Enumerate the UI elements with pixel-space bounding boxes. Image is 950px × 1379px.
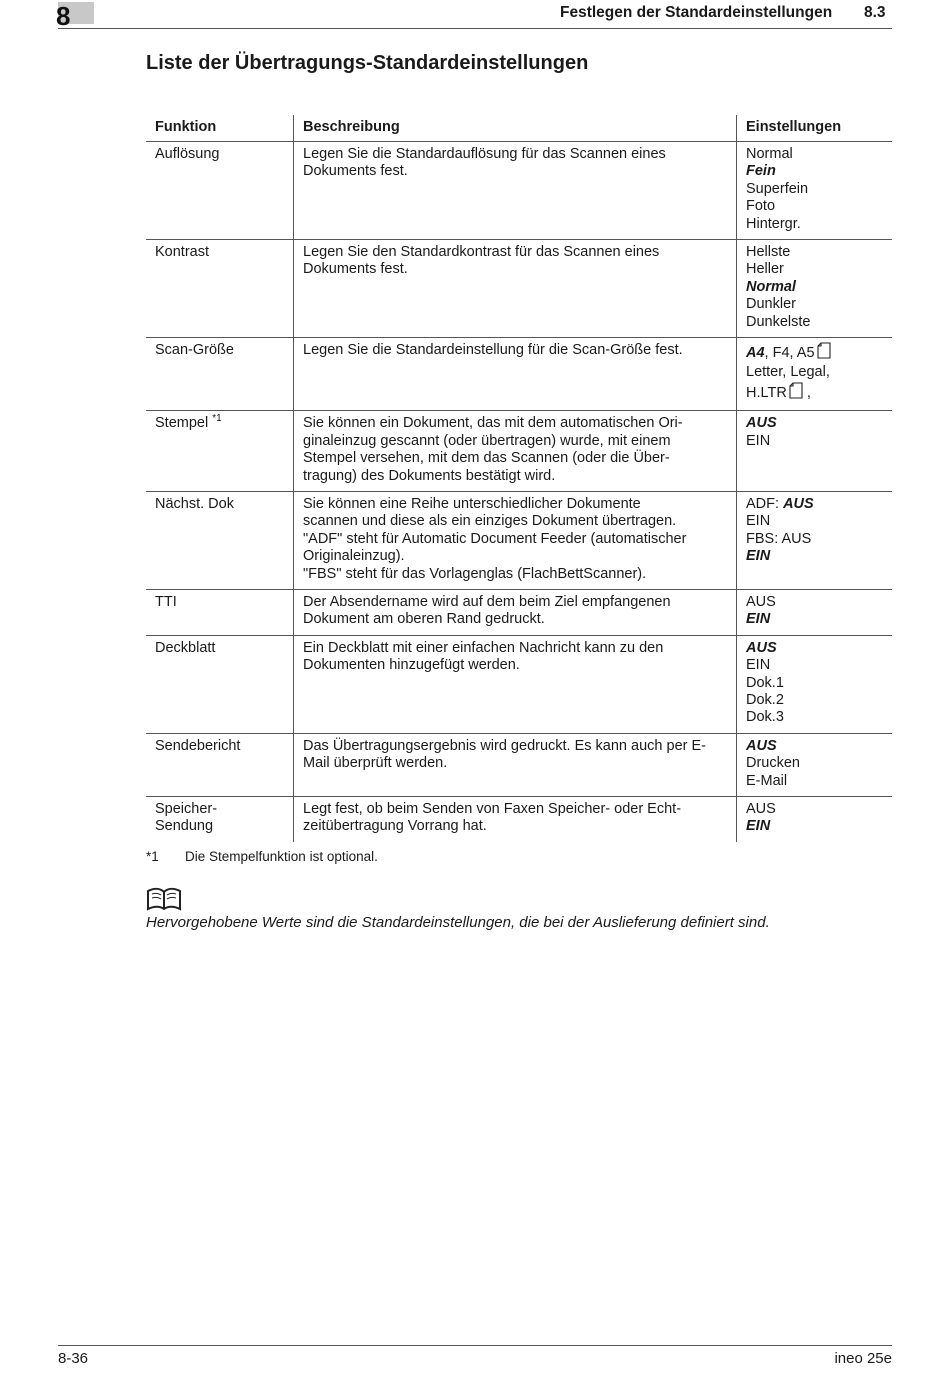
setting-separator: , bbox=[806, 384, 811, 401]
function-line: Speicher- bbox=[155, 801, 218, 817]
product-name: ineo 25e bbox=[834, 1350, 892, 1367]
setting-option-default: AUS bbox=[783, 495, 814, 512]
description-cell bbox=[294, 491, 737, 589]
settings-cell bbox=[737, 797, 893, 842]
settings-cell bbox=[737, 411, 893, 492]
function-cell: Deckblatt bbox=[146, 635, 294, 733]
setting-option: E-Mail bbox=[746, 772, 788, 789]
function-cell: Scan-Größe bbox=[146, 338, 294, 411]
function-cell bbox=[146, 797, 294, 842]
setting-option: Hellste bbox=[746, 244, 791, 261]
setting-option: H.LTR bbox=[746, 384, 787, 401]
table-row bbox=[146, 338, 892, 411]
table-row bbox=[146, 733, 892, 796]
page-number: 8-36 bbox=[58, 1350, 89, 1367]
table-header-row bbox=[146, 115, 892, 142]
table-row bbox=[146, 411, 892, 492]
footer-rule bbox=[58, 1345, 892, 1346]
description-cell: Legen Sie die Standardauflösung für das Scannen eines Dokuments fest. bbox=[294, 142, 737, 240]
header-section: 8.3 bbox=[864, 4, 886, 21]
table-row bbox=[146, 635, 892, 733]
description-line: Originaleinzug). bbox=[303, 548, 405, 565]
table-row bbox=[146, 142, 892, 240]
description-cell: Legen Sie den Standardkontrast für das Scannen eines Dokuments fest. bbox=[294, 240, 737, 338]
setting-option: Dunkelste bbox=[746, 313, 811, 330]
setting-option: Foto bbox=[746, 198, 776, 215]
setting-label: ADF: bbox=[746, 495, 784, 512]
column-header-description: Beschreibung bbox=[294, 115, 737, 142]
table-row bbox=[146, 797, 892, 842]
function-line: Sendung bbox=[155, 818, 214, 835]
description-cell: Legen Sie die Standardeinstellung für die Scan-Größe fest. bbox=[294, 338, 737, 411]
footnote-ref: *1 bbox=[212, 413, 222, 425]
setting-option-default: EIN bbox=[746, 548, 771, 565]
setting-option-default: EIN bbox=[746, 611, 771, 628]
description-line: Stempel versehen, mit dem das Scannen (oder die Über- bbox=[303, 450, 670, 467]
settings-cell bbox=[737, 733, 893, 796]
setting-option: AUS bbox=[746, 593, 776, 610]
description-line: "ADF" steht für Automatic Document Feeder (automatischer bbox=[303, 530, 687, 547]
setting-option-default: AUS bbox=[746, 737, 777, 754]
description-line: Legt fest, ob beim Senden von Faxen Speicher- oder Echt- bbox=[303, 801, 682, 817]
description-line: ginaleinzug gescannt (oder übertragen) wurde, mit einem bbox=[303, 432, 671, 449]
setting-option: Heller bbox=[746, 261, 784, 278]
setting-option: EIN bbox=[746, 432, 771, 449]
setting-option: FBS: AUS bbox=[746, 530, 812, 547]
description-line: zeitübertragung Vorrang hat. bbox=[303, 818, 487, 835]
description-line: scannen und diese als ein einziges Dokument übertragen. bbox=[303, 513, 677, 530]
setting-option-default: Normal bbox=[746, 278, 796, 295]
setting-option-default: AUS bbox=[746, 639, 777, 656]
setting-option: Dok.2 bbox=[746, 691, 784, 708]
setting-option: Dunkler bbox=[746, 296, 796, 313]
note-text: Hervorgehobene Werte sind die Standardeinstellungen, die bei der Auslieferung definiert sind. bbox=[146, 914, 770, 931]
table-row bbox=[146, 491, 892, 589]
settings-cell bbox=[737, 338, 893, 411]
column-header-settings: Einstellungen bbox=[737, 115, 893, 142]
setting-option: EIN bbox=[746, 513, 771, 530]
setting-option: Letter, Legal, bbox=[746, 364, 830, 381]
table-row bbox=[146, 589, 892, 635]
setting-line bbox=[746, 382, 883, 404]
footnote-mark: *1 bbox=[146, 849, 159, 864]
setting-line bbox=[746, 342, 883, 364]
settings-cell bbox=[737, 635, 893, 733]
settings-cell bbox=[737, 491, 893, 589]
setting-option: EIN bbox=[746, 657, 771, 674]
function-cell: Auflösung bbox=[146, 142, 294, 240]
function-cell: TTI bbox=[146, 589, 294, 635]
column-header-function: Funktion bbox=[146, 115, 294, 142]
description-line: Sie können eine Reihe unterschiedlicher Dokumente bbox=[303, 495, 641, 512]
footnote-text: Die Stempelfunktion ist optional. bbox=[185, 849, 378, 864]
setting-option-default: Fein bbox=[746, 163, 776, 180]
description-cell: Das Übertragungsergebnis wird gedruckt. Es kann auch per E-Mail überprüft werden. bbox=[294, 733, 737, 796]
setting-line bbox=[746, 496, 883, 513]
table-row bbox=[146, 240, 892, 338]
setting-option-default: A4 bbox=[746, 345, 765, 362]
book-icon bbox=[146, 887, 182, 916]
setting-option: Dok.3 bbox=[746, 709, 784, 726]
setting-option: AUS bbox=[746, 801, 776, 817]
description-cell: Ein Deckblatt mit einer einfachen Nachricht kann zu den Dokumenten hinzugefügt werden. bbox=[294, 635, 737, 733]
portrait-page-icon bbox=[817, 342, 831, 364]
function-cell bbox=[146, 411, 294, 492]
description-line: tragung) des Dokuments bestätigt wird. bbox=[303, 467, 556, 484]
header-rule bbox=[58, 28, 892, 29]
portrait-page-icon bbox=[789, 382, 803, 404]
settings-cell bbox=[737, 142, 893, 240]
description-line: "FBS" steht für das Vorlagenglas (FlachBettScanner). bbox=[303, 565, 647, 582]
function-label: Stempel bbox=[155, 415, 209, 432]
function-cell: Kontrast bbox=[146, 240, 294, 338]
settings-cell bbox=[737, 589, 893, 635]
description-cell: Der Absendername wird auf dem beim Ziel empfangenen Dokument am oberen Rand gedruckt. bbox=[294, 589, 737, 635]
setting-option: Hintergr. bbox=[746, 215, 801, 232]
page-title: Liste der Übertragungs-Standardeinstellungen bbox=[146, 52, 589, 74]
setting-option: Dok.1 bbox=[746, 674, 784, 691]
function-cell: Sendebericht bbox=[146, 733, 294, 796]
settings-table bbox=[146, 115, 892, 842]
settings-cell bbox=[737, 240, 893, 338]
function-cell: Nächst. Dok bbox=[146, 491, 294, 589]
setting-option-default: EIN bbox=[746, 818, 771, 835]
description-line: Sie können ein Dokument, das mit dem automatischen Ori- bbox=[303, 415, 683, 432]
setting-option: Normal bbox=[746, 146, 793, 162]
description-cell bbox=[294, 797, 737, 842]
setting-option: Drucken bbox=[746, 755, 800, 772]
setting-option: , F4, A5 bbox=[764, 345, 815, 362]
description-cell bbox=[294, 411, 737, 492]
chapter-number: 8 bbox=[56, 1, 71, 31]
header-title: Festlegen der Standardeinstellungen bbox=[560, 4, 833, 21]
setting-option-default: AUS bbox=[746, 415, 777, 432]
setting-option: Superfein bbox=[746, 180, 809, 197]
